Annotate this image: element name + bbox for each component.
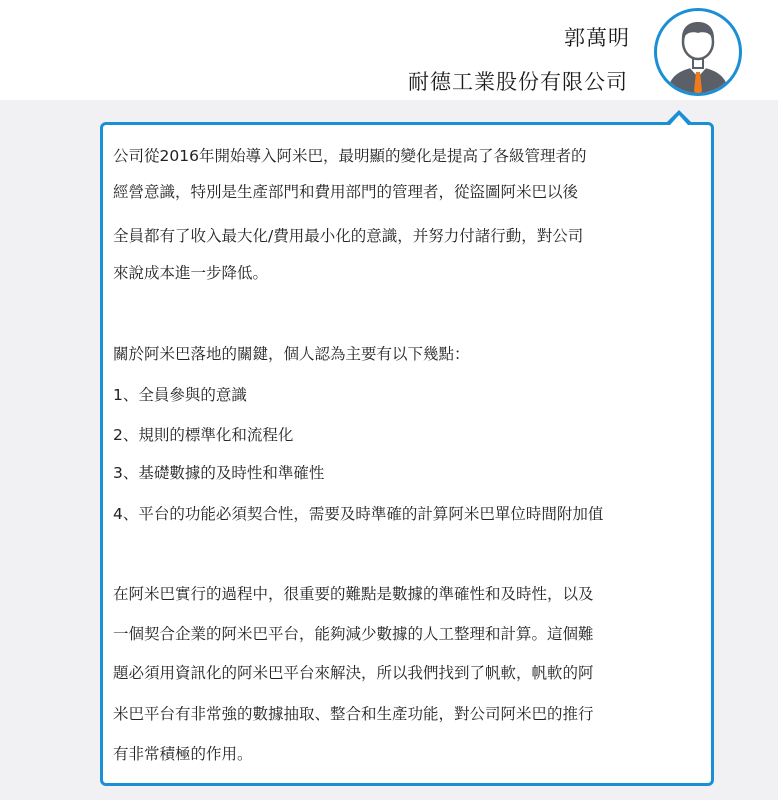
key-point-item: 4、平台的功能必須契合性，需要及時準確的計算阿米巴單位時間附加值	[113, 505, 604, 523]
key-point-item: 2、規則的標準化和流程化	[113, 426, 294, 444]
paragraph-line: 經營意識，特別是生產部門和費用部門的管理者，從盜圖阿米巴以後	[113, 183, 579, 201]
paragraph-line: 有非常積極的作用。	[113, 745, 253, 763]
paragraph-line: 在阿米巴實行的過程中，很重要的難點是數據的準確性和及時性，以及	[113, 585, 594, 603]
key-points-intro: 關於阿米巴落地的關鍵，個人認為主要有以下幾點：	[113, 345, 470, 363]
paragraph-line: 來說成本進一步降低。	[113, 264, 269, 282]
paragraph-line: 米巴平台有非常強的數據抽取、整合和生產功能，對公司阿米巴的推行	[113, 705, 594, 723]
company-name: 耐德工業股份有限公司	[408, 70, 628, 94]
speech-bubble-pointer-fill	[670, 115, 688, 125]
profile-header	[0, 0, 778, 100]
key-point-item: 3、基礎數據的及時性和準確性	[113, 464, 325, 482]
person-name: 郭萬明	[564, 26, 630, 50]
paragraph-line: 一個契合企業的阿米巴平台，能夠減少數據的人工整理和計算。這個難	[113, 625, 594, 643]
paragraph-line: 公司從2016年開始導入阿米巴，最明顯的變化是提高了各級管理者的	[113, 147, 587, 165]
avatar	[654, 8, 742, 96]
testimonial-card	[100, 122, 714, 786]
businessman-avatar-icon	[657, 11, 739, 93]
paragraph-line: 全員都有了收入最大化/費用最小化的意識，并努力付諸行動，對公司	[113, 227, 584, 245]
key-point-item: 1、全員參與的意識	[113, 386, 247, 404]
paragraph-line: 題必須用資訊化的阿米巴平台來解決，所以我們找到了帆軟，帆軟的阿	[113, 664, 594, 682]
